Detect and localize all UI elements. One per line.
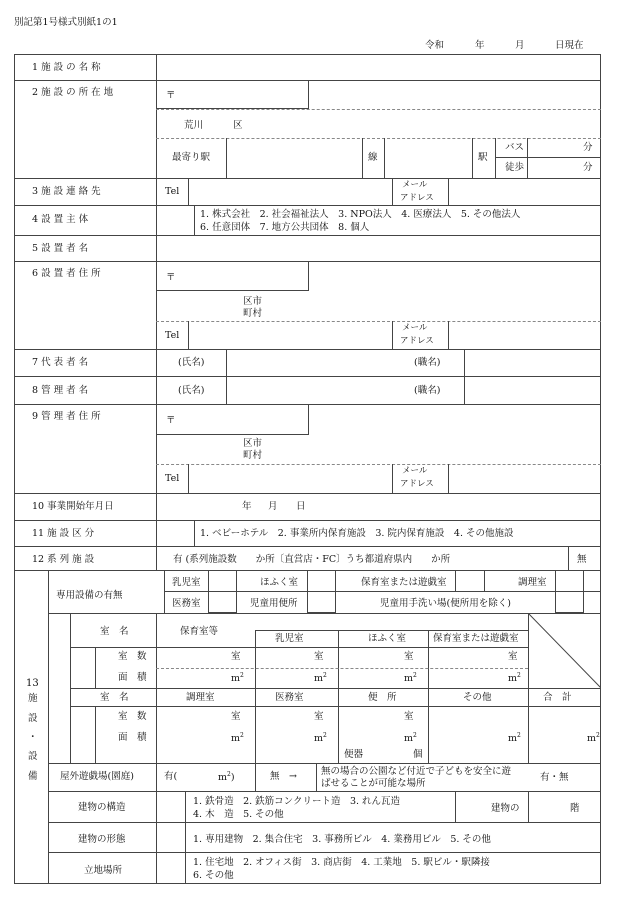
bus-minutes-unit: 分 [583, 142, 593, 153]
area-label-1: 面 積 [118, 672, 147, 683]
station-name-input[interactable] [386, 142, 470, 174]
label-section13-ch1: 施 [28, 693, 38, 704]
label-section13-ch4: 設 [28, 751, 38, 762]
mail-label-2: アドレス [400, 193, 434, 203]
kitchen-header: 調理室 [186, 692, 215, 703]
postal-mark: 〒 [166, 90, 176, 101]
infant-room-label: 乳児室 [172, 577, 201, 588]
room-count-label-2: 室 数 [118, 711, 147, 722]
founder-tel-label: Tel [165, 330, 180, 341]
affiliate-none: 無 [577, 554, 587, 565]
manager-postal-box[interactable] [157, 405, 309, 435]
label-section13-ch5: 備 [28, 771, 38, 782]
infant-room-check[interactable] [208, 570, 237, 592]
affiliate-text: 有 (系列施設数 か所〔直営店・FC〕うち都道府県内 か所 [173, 554, 451, 565]
kitchen-check[interactable] [555, 570, 584, 592]
other-area-unit: $m^2$ [508, 732, 521, 745]
line-label: 線 [368, 152, 378, 163]
date-era: 令和 [425, 40, 445, 51]
rep-name-label: (氏名) [178, 357, 205, 368]
nursery-play-header: 保育室または遊戯室 [433, 633, 519, 644]
founder-postal-mark: 〒 [166, 272, 176, 283]
founder-mail-input[interactable] [450, 323, 598, 347]
station-label: 最寄り駅 [172, 152, 211, 163]
label-manager-address: 9 管 理 者 住 所 [32, 411, 101, 422]
date-suffix: 日現在 [555, 40, 584, 51]
manager-name-label: (氏名) [178, 385, 205, 396]
playground-yes: 有( [164, 771, 178, 782]
walk-minutes-unit: 分 [583, 162, 593, 173]
start-date-input[interactable] [200, 496, 320, 516]
manager-chouson: 町村 [243, 450, 263, 461]
label-affiliates: 12 系 列 施 設 [32, 554, 95, 565]
form-id: 別記第1号様式別紙1の1 [14, 17, 118, 28]
start-month-label: 月 [268, 501, 278, 512]
label-section13-ch3: ・ [28, 732, 38, 743]
playground-label: 屋外遊戯場(園庭) [60, 771, 134, 782]
bus-minutes-input[interactable] [529, 140, 581, 155]
nursery-play-count-unit: 室 [508, 651, 518, 662]
toilet-fixture-unit: 個 [413, 749, 423, 760]
rep-name-input[interactable] [228, 351, 378, 374]
room-name-header-1: 室 名 [100, 626, 129, 637]
founder-mail-label-1: メール [402, 323, 428, 333]
postal-code-box[interactable] [157, 81, 309, 109]
medical-room-check[interactable] [208, 591, 237, 613]
label-section13-number: 13 [26, 678, 39, 689]
manager-kushi: 区市 [243, 438, 263, 449]
label-founder-name: 5 設 置 者 名 [32, 243, 89, 254]
total-area-unit: $m^2$ [587, 732, 600, 745]
crawl-count-unit: 室 [314, 651, 324, 662]
table-diagonal [528, 613, 601, 688]
dedicated-equipment-label: 専用設備の有無 [56, 590, 123, 601]
category-options: 1. ベビーホテル 2. 事業所内保育施設 3. 院内保育施設 4. その他施設 [200, 528, 514, 539]
tel-input[interactable] [190, 180, 390, 203]
manager-postal-mark: 〒 [166, 415, 176, 426]
playground-note-2: ばせることが可能な場所 [321, 778, 426, 789]
manager-mail-input[interactable] [450, 466, 598, 491]
handwash-check[interactable] [555, 591, 584, 613]
manager-title-input[interactable] [466, 378, 598, 402]
structure-options-line2: 4. 木 造 5. その他 [193, 809, 284, 820]
address-input[interactable] [250, 113, 590, 133]
tel-label: Tel [165, 186, 180, 197]
toilet-area-unit: $m^2$ [404, 732, 417, 745]
playground-none: 無 → [270, 771, 297, 782]
label-representative: 7 代 表 者 名 [32, 357, 89, 368]
medical-room-label: 医務室 [172, 598, 201, 609]
playground-yes-no: 有・無 [540, 772, 569, 783]
manager-title-label: (職名) [414, 385, 441, 396]
walk-minutes-input[interactable] [529, 160, 581, 175]
medical-count-unit: 室 [314, 711, 324, 722]
manager-mail-label-1: メール [402, 466, 428, 476]
bus-label: バス [505, 142, 525, 153]
label-section13-ch2: 設 [28, 713, 38, 724]
manager-name-input[interactable] [228, 378, 378, 402]
crawl-area-unit: $m^2$ [314, 672, 327, 685]
founder-name-input[interactable] [158, 237, 598, 259]
child-toilet-label: 児童用便所 [250, 598, 298, 609]
nursery-count-unit: 室 [404, 651, 414, 662]
manager-address-input[interactable] [270, 437, 590, 461]
entity-options-line1: 1. 株式会社 2. 社会福祉法人 3. NPO法人 4. 医療法人 5. その他法人 [200, 209, 521, 220]
label-founding-entity: 4 設 置 主 体 [32, 214, 89, 225]
area-label-2: 面 積 [118, 732, 147, 743]
ku-label: 区 [233, 120, 243, 131]
medical-area-unit: $m^2$ [314, 732, 327, 745]
room-name-header-2: 室 名 [100, 692, 129, 703]
label-facility-address: 2 施 設 の 所 在 地 [32, 87, 114, 98]
nursery-play-label: 保育室または遊戯室 [361, 577, 447, 588]
founder-tel-input[interactable] [190, 323, 390, 347]
structure-options-line1: 1. 鉄骨造 2. 鉄筋コンクリート造 3. れん瓦造 [193, 796, 401, 807]
mail-input[interactable] [450, 180, 598, 203]
date-month: 月 [515, 40, 525, 51]
crawl-room-header: ほふく室 [368, 633, 407, 644]
location-options-line1: 1. 住宅地 2. オフィス街 3. 商店街 4. 工業地 5. 駅ビル・駅隣接 [193, 857, 490, 868]
label-facility-contact: 3 施 設 連 絡 先 [32, 186, 101, 197]
room-count-label-1: 室 数 [118, 651, 147, 662]
label-start-date: 10 事業開始年月日 [32, 501, 114, 512]
playground-area-unit: $m^2$) [218, 771, 235, 784]
start-day-label: 日 [296, 501, 306, 512]
manager-tel-label: Tel [165, 473, 180, 484]
founder-address-input[interactable] [270, 295, 590, 319]
nursery-play-area-unit: $m^2$ [508, 672, 521, 685]
nursery-rooms-header: 保育室等 [180, 626, 219, 637]
ward-name: 荒川 [184, 120, 204, 131]
walk-label: 徒歩 [505, 162, 525, 173]
child-toilet-check[interactable] [307, 591, 336, 613]
mail-label-1: メール [402, 180, 428, 190]
playground-note-1: 無の場合の公園など付近で子どもを安全に遊 [321, 766, 512, 777]
floors-label: 建物の [491, 803, 520, 814]
medical-header: 医務室 [275, 692, 304, 703]
start-year-label: 年 [242, 501, 252, 512]
building-form-options: 1. 専用建物 2. 集合住宅 3. 事務所ビル 4. 業務用ビル 5. その他 [193, 834, 491, 845]
manager-mail-label-2: アドレス [400, 479, 434, 489]
toilet-count-unit: 室 [404, 711, 414, 722]
handwash-label: 児童用手洗い場(便所用を除く) [380, 598, 511, 609]
toilet-header: 便 所 [368, 692, 397, 703]
structure-label: 建物の構造 [78, 802, 126, 813]
total-header: 合 計 [543, 692, 572, 703]
floors-unit: 階 [570, 803, 580, 814]
infant-count-unit: 室 [231, 651, 241, 662]
crawl-room-check[interactable] [307, 570, 336, 592]
kitchen-count-unit: 室 [231, 711, 241, 722]
label-facility-name: 1 施 設 の 名 称 [32, 62, 101, 73]
section13-divider [48, 570, 49, 884]
location-label: 立地場所 [84, 865, 123, 876]
infant-area-unit: $m^2$ [231, 672, 244, 685]
kitchen-area-unit: $m^2$ [231, 732, 244, 745]
infant-room-header: 乳児室 [275, 633, 304, 644]
entity-options-line2: 6. 任意団体 7. 地方公共団体 8. 個人 [200, 222, 370, 233]
kitchen-label: 調理室 [518, 577, 547, 588]
other-header: その他 [463, 692, 492, 703]
founder-mail-label-2: アドレス [400, 336, 434, 346]
toilet-fixture-label: 便器 [344, 749, 364, 760]
founder-kushi: 区市 [243, 296, 263, 307]
label-manager: 8 管 理 者 名 [32, 385, 89, 396]
rep-title-label: (職名) [414, 357, 441, 368]
founder-chouson: 町村 [243, 308, 263, 319]
eki-label: 駅 [478, 152, 488, 163]
nursery-area-unit: $m^2$ [404, 672, 417, 685]
location-options-line2: 6. その他 [193, 870, 234, 881]
rep-title-input[interactable] [466, 351, 598, 374]
crawl-room-label: ほふく室 [260, 577, 299, 588]
line-name-input[interactable] [228, 142, 361, 174]
founder-postal-box[interactable] [157, 262, 309, 291]
nursery-play-check[interactable] [455, 570, 485, 592]
label-facility-category: 11 施 設 区 分 [32, 528, 95, 539]
building-form-label: 建物の形態 [78, 834, 126, 845]
label-founder-address: 6 設 置 者 住 所 [32, 268, 101, 279]
manager-tel-input[interactable] [190, 466, 390, 491]
date-year: 年 [475, 40, 485, 51]
floors-input[interactable] [530, 795, 568, 817]
facility-name-input[interactable] [158, 56, 598, 78]
